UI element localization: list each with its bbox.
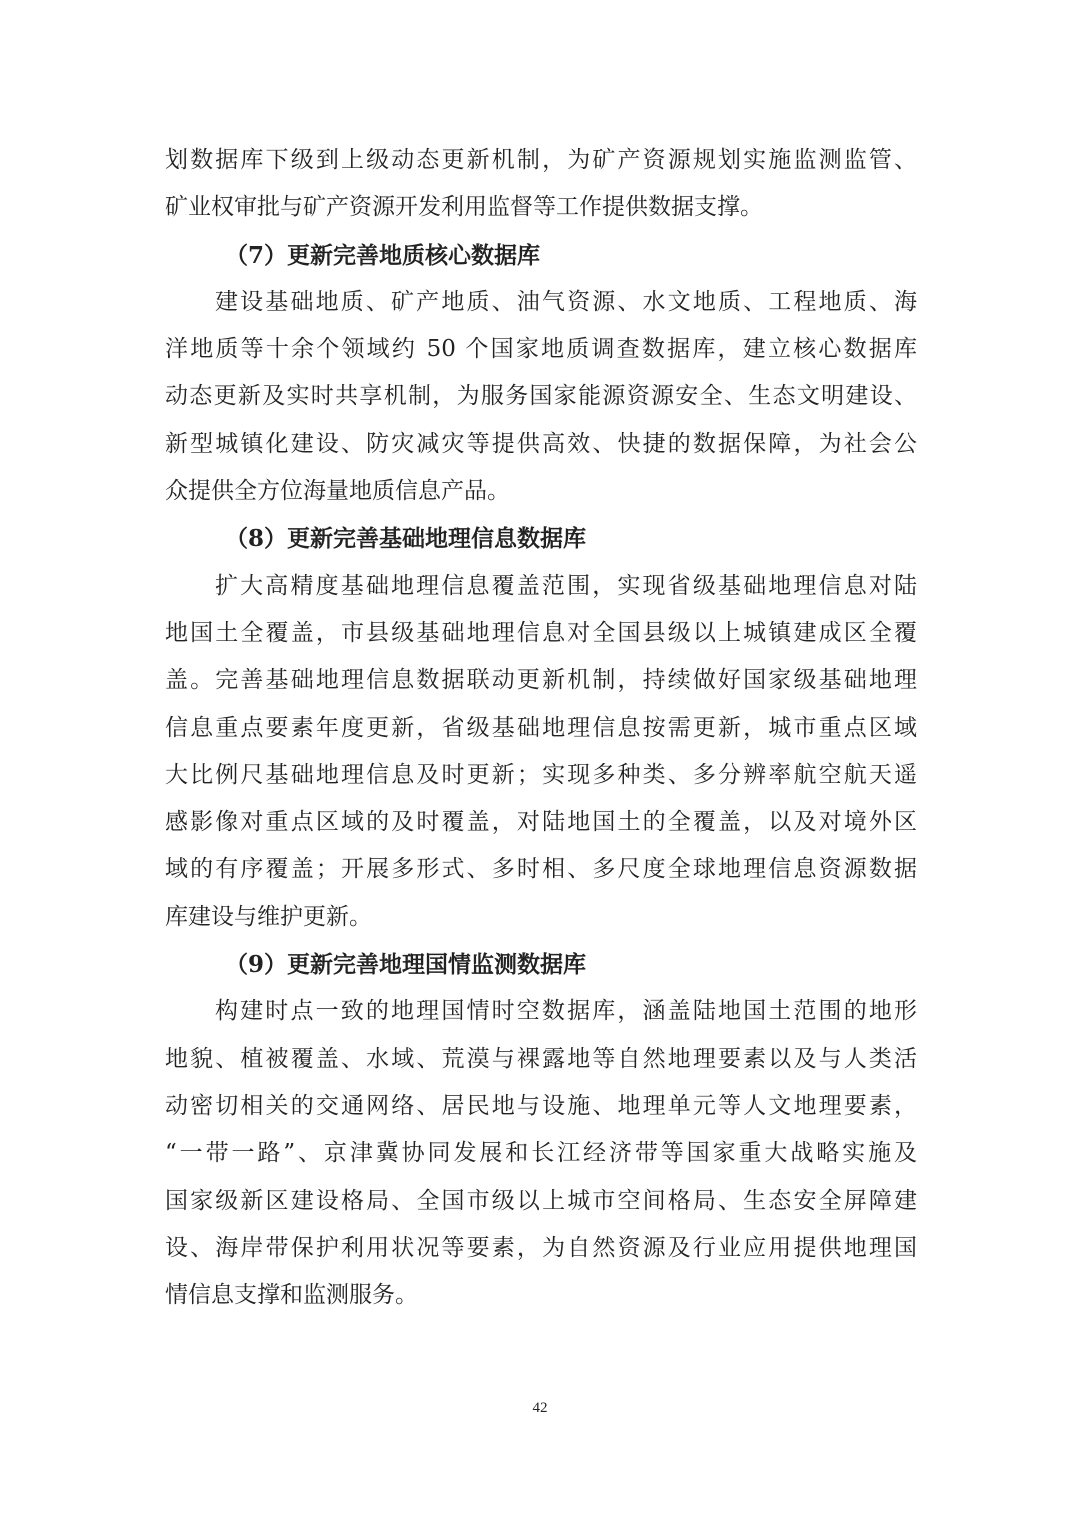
section-heading: （9）更新完善地理国情监测数据库	[225, 951, 587, 979]
text-line: 扩大高精度基础地理信息覆盖范围，实现省级基础地理信息对陆	[215, 572, 917, 599]
text-line: 域的有序覆盖；开展多形式、多时相、多尺度全球地理信息资源数据	[165, 856, 917, 883]
text-line: 动态更新及实时共享机制，为服务国家能源资源安全、生态文明建设、	[165, 383, 917, 410]
text-line: 矿业权审批与矿产资源开发利用监督等工作提供数据支撑。	[165, 194, 763, 221]
text-line: 库建设与维护更新。	[165, 903, 372, 930]
text-line: 设、海岸带保护利用状况等要素，为自然资源及行业应用提供地理国	[165, 1234, 917, 1261]
text-line: 国家级新区建设格局、全国市级以上城市空间格局、生态安全屏障建	[165, 1187, 917, 1214]
text-line: 新型城镇化建设、防灾减灾等提供高效、快捷的数据保障，为社会公	[165, 430, 917, 457]
section-heading: （8）更新完善基础地理信息数据库	[225, 525, 587, 553]
text-line: 划数据库下级到上级动态更新机制，为矿产资源规划实施监测监管、	[165, 147, 917, 173]
text-line: 地貌、植被覆盖、水域、荒漠与裸露地等自然地理要素以及与人类活	[165, 1045, 917, 1072]
text-line: 建设基础地质、矿产地质、油气资源、水文地质、工程地质、海	[215, 288, 917, 315]
document-body	[165, 137, 917, 1319]
text-line: 动密切相关的交通网络、居民地与设施、地理单元等人文地理要素，	[165, 1092, 917, 1119]
text-line: 众提供全方位海量地质信息产品。	[165, 478, 510, 505]
text-line: 信息重点要素年度更新，省级基础地理信息按需更新，城市重点区域	[165, 714, 917, 741]
text-line: 地国土全覆盖，市县级基础地理信息对全国县级以上城镇建成区全覆	[165, 619, 917, 646]
section-heading: （7）更新完善地质核心数据库	[225, 241, 541, 269]
text-line: 情信息支撑和监测服务。	[165, 1282, 418, 1309]
text-line: 大比例尺基础地理信息及时更新；实现多种类、多分辨率航空航天遥	[165, 761, 917, 788]
page-number: 42	[532, 1400, 548, 1416]
text-line: 洋地质等十余个领域约 50 个国家地质调查数据库，建立核心数据库	[165, 336, 917, 363]
text-line: 构建时点一致的地理国情时空数据库，涵盖陆地国土范围的地形	[215, 998, 917, 1025]
text-line: 感影像对重点区域的及时覆盖，对陆地国土的全覆盖，以及对境外区	[165, 809, 917, 836]
text-line: “一带一路”、京津冀协同发展和长江经济带等国家重大战略实施及	[165, 1140, 917, 1167]
text-line: 盖。完善基础地理信息数据联动更新机制，持续做好国家级基础地理	[165, 667, 917, 694]
